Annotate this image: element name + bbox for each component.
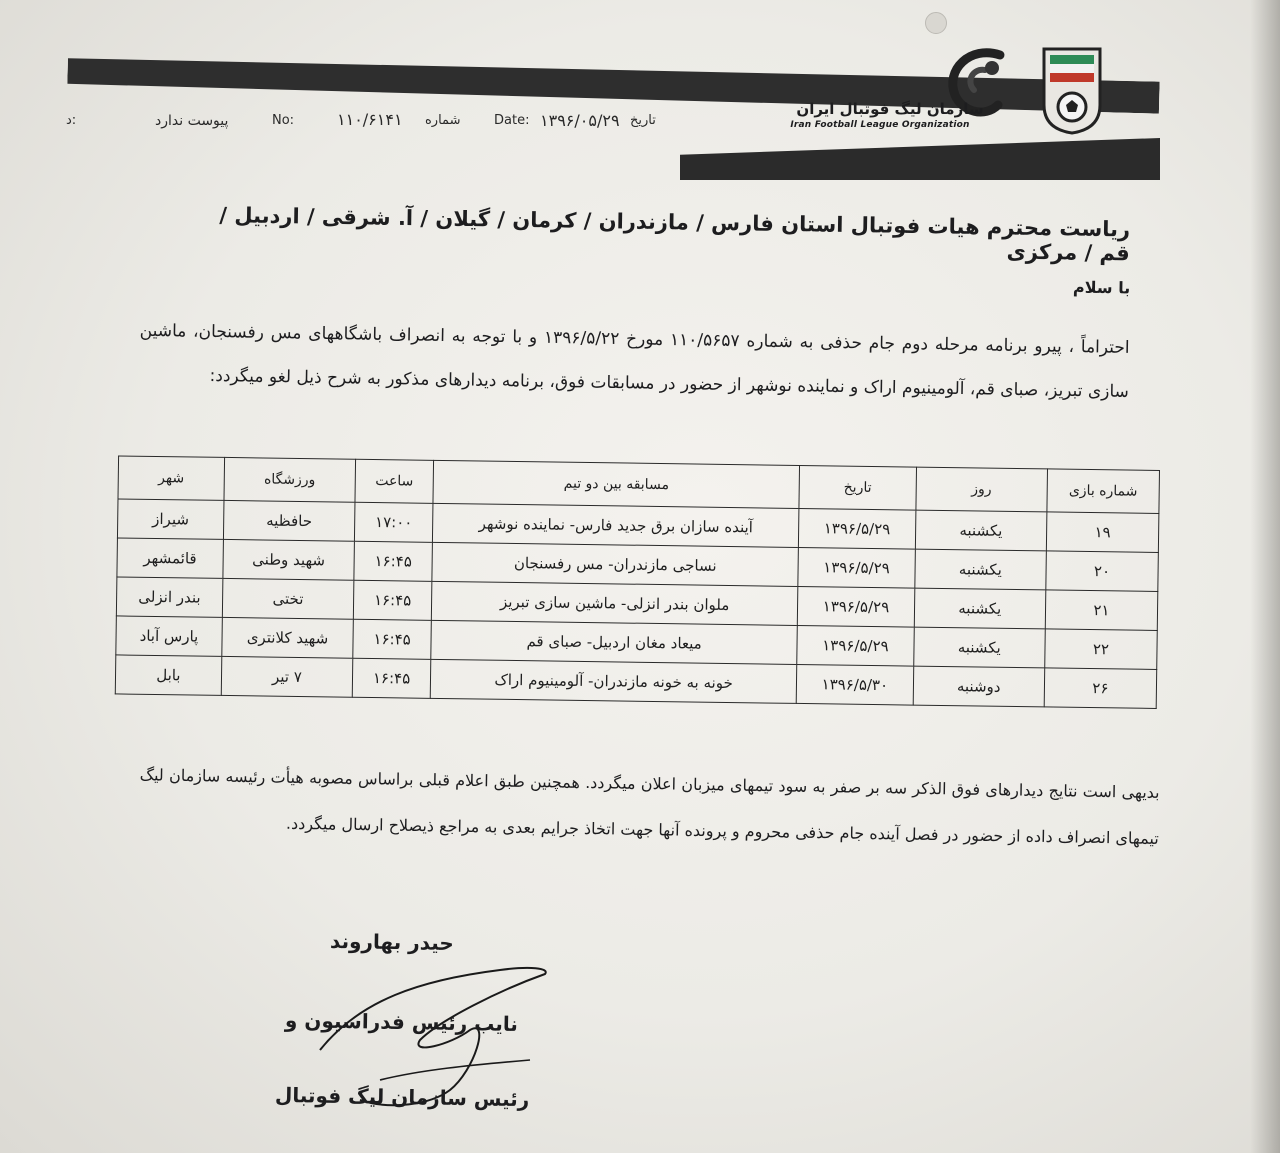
cell-day: یکشنبه xyxy=(913,627,1045,668)
cell-day: دوشنبه xyxy=(913,666,1045,707)
date-value: ۱۳۹۶/۰۵/۲۹ xyxy=(540,111,620,130)
cell-date: ۱۳۹۶/۵/۲۹ xyxy=(797,625,914,666)
letter-paragraph-2: بدیهی است نتایج دیدارهای فوق الذکر سه بر صفر به سود تیمهای میزبان اعلان میگردد. همچنین طبق اعلام قبلی براساس مصوبه هیأت رئیسه سازمان لیگ تیمهای انصراف داده از حضور در فصل آینده جام حذفی محروم و پرونده آنها جهت اتخاذ جرایم بعدی به مراجع ذیصلاح ارسال میگردد. xyxy=(139,765,1160,848)
cell-match-no: ۲۱ xyxy=(1045,590,1158,631)
cell-date: ۱۳۹۶/۵/۲۹ xyxy=(798,547,915,588)
cell-day: یکشنبه xyxy=(914,549,1046,590)
cell-match: خونه به خونه مازندران- آلومینیوم اراک xyxy=(430,659,797,703)
number-label-en: No: xyxy=(272,113,295,128)
cell-match-no: ۱۹ xyxy=(1046,512,1159,553)
number-value: ۱۱۰/۶۱۴۱ xyxy=(337,110,403,129)
letter-title: ریاست محترم هیات فوتبال استان فارس / مازندران / کرمان / گیلان / آ. شرقی / اردبیل / قم / مرکزی xyxy=(219,203,1131,266)
attachment-prefix: د: xyxy=(66,113,77,128)
cell-date: ۱۳۹۶/۵/۲۹ xyxy=(798,586,915,627)
cell-time: ۱۶:۴۵ xyxy=(353,580,431,620)
cancelled-matches-table xyxy=(115,455,1160,709)
header-band-lower xyxy=(680,138,1160,180)
cell-city: بابل xyxy=(115,655,221,695)
cell-match-no: ۲۰ xyxy=(1046,551,1159,592)
date-label-fa: تاریخ xyxy=(630,113,656,128)
federation-emblem-icon xyxy=(1040,45,1104,135)
cell-stadium: شهید کلانتری xyxy=(222,617,354,658)
cell-stadium: ۷ تیر xyxy=(221,656,353,697)
letter-paragraph-1: احتراماً ، پیرو برنامه مرحله دوم جام حذفی به شماره ۱۱۰/۵۶۵۷ مورخ ۱۳۹۶/۵/۲۲ و با توجه به انصراف باشگاههای مس رفسنجان، ماشین سازی تبریز، صبای قم، آلومینیوم اراک و نماینده نوشهر از حضور در مسابقات فوق، برنامه دیدارهای مذکور به شرح ذیل لغو میگردد: xyxy=(139,320,1130,402)
cell-stadium: شهید وطنی xyxy=(223,539,355,580)
cell-day: یکشنبه xyxy=(914,588,1046,629)
attachment-text: پیوست ندارد xyxy=(155,113,229,129)
org-name-fa: سازمان لیگ فوتبال ایران xyxy=(796,100,984,118)
header-match-no: شماره بازی xyxy=(1047,469,1160,514)
cell-city: شیراز xyxy=(117,499,223,539)
cell-stadium: حافظیه xyxy=(223,500,355,541)
header-match: مسابقه بین دو تیم xyxy=(433,460,800,508)
signatory-title-2: رئیس سازمان لیگ فوتبال xyxy=(274,1082,530,1112)
cell-city: پارس آباد xyxy=(116,616,222,656)
header-stadium: ورزشگاه xyxy=(224,457,356,502)
cell-time: ۱۶:۴۵ xyxy=(354,541,432,581)
header-city: شهر xyxy=(118,456,224,500)
cell-city: قائمشهر xyxy=(117,538,223,578)
cell-city: بندر انزلی xyxy=(116,577,222,617)
number-label-fa: شماره xyxy=(425,113,461,128)
cell-date: ۱۳۹۶/۵/۲۹ xyxy=(799,508,916,549)
cell-time: ۱۶:۴۵ xyxy=(352,658,430,698)
page-edge-shadow xyxy=(1250,0,1280,1153)
header-time: ساعت xyxy=(355,459,434,503)
cell-match: آینده سازان برق جدید فارس- نماینده نوشهر xyxy=(432,503,799,547)
cell-match: ملوان بندر انزلی- ماشین سازی تبریز xyxy=(431,581,798,625)
cell-match: نساجی مازندران- مس رفسنجان xyxy=(432,542,799,586)
org-name-en: Iran Football League Organization xyxy=(790,120,970,130)
cell-stadium: تختی xyxy=(222,578,354,619)
signatory-title-1: نایب رئیس فدراسیون و xyxy=(284,1007,519,1037)
cell-match: میعاد مغان اردبیل- صبای قم xyxy=(431,620,798,664)
date-label-en: Date: xyxy=(494,113,530,128)
cell-match-no: ۲۶ xyxy=(1044,668,1157,709)
cell-time: ۱۷:۰۰ xyxy=(355,502,433,542)
punch-hole xyxy=(925,12,947,34)
letter-greeting: با سلام xyxy=(1072,277,1131,298)
cell-date: ۱۳۹۶/۵/۳۰ xyxy=(796,664,913,705)
cell-day: یکشنبه xyxy=(915,510,1047,551)
cell-match-no: ۲۲ xyxy=(1045,629,1158,670)
header-day: روز xyxy=(916,467,1048,512)
signatory-name: حیدر بهاروند xyxy=(329,928,455,956)
header-date: تاریخ xyxy=(799,465,916,510)
cell-time: ۱۶:۴۵ xyxy=(353,619,431,659)
